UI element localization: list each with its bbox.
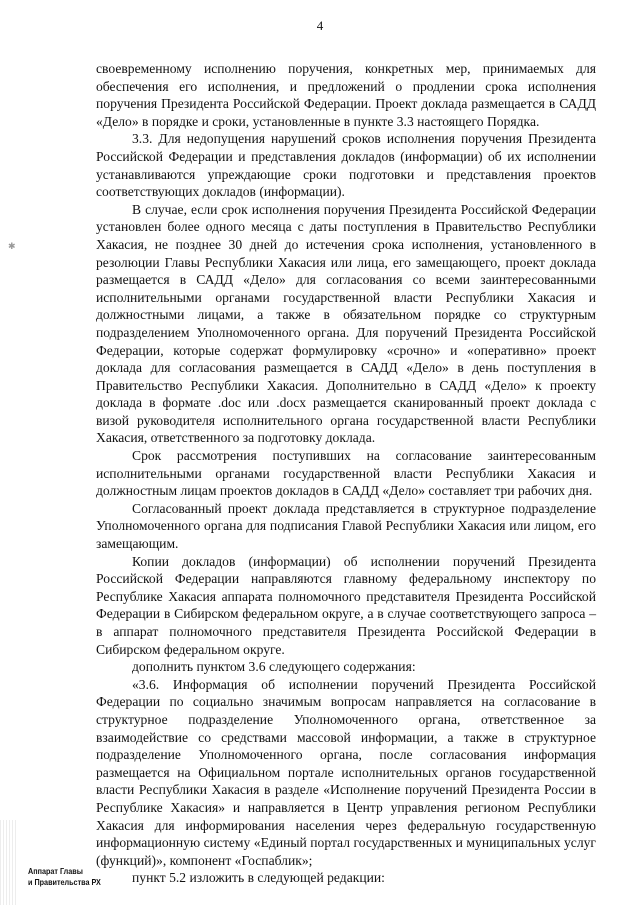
page-number: 4 (316, 18, 324, 33)
scan-artifact-mark: ✱ (8, 242, 16, 252)
paragraph: своевременному исполнению поручения, конкретных мер, принимаемых для обеспечения его исполнения, и предложений о продлении срока исполнения поручения Президента Российской Федерации. Проект доклада размещается в САДД «Дело» в порядке и сроки, установленные в пункте 3.3 настоящего Порядка. (96, 61, 596, 129)
paragraph: дополнить пунктом 3.6 следующего содержания: (132, 659, 416, 675)
footer-stamp-line1: Аппарат Главы (28, 866, 83, 876)
paragraph: 3.3. Для недопущения нарушений сроков исполнения поручения Президента Российской Федерации и представления докладов (информации) об их исполнении устанавливаются упреждающие сроки подготовки и представления проектов соответствующих докладов (информации). (96, 131, 596, 200)
footer-stamp-line2: и Правительства РХ (28, 877, 101, 887)
paragraph: пункт 5.2 изложить в следующей редакции: (132, 870, 385, 886)
paragraph: Копии докладов (информации) об исполнении поручений Президента Российской Федерации направляются главному федеральному инспектору по Республике Хакасия аппарата полномочного представителя Президента Российской Федерации в Сибирском федеральном округе, а в случае соответствующего запроса – в аппарат полномочного представителя Президента Российской Федерации в Сибирском федеральном округе. (96, 553, 596, 657)
footer-stamp (28, 866, 101, 888)
paragraph: В случае, если срок исполнения поручения Президента Российской Федерации установлен более одного месяца с даты поступления в Правительство Республики Хакасия, не позднее 30 дней до истечения срока исполнения, установленного в резолюции Главы Республики Хакасия или лица, его замещающего, проект доклада размещается в САДД «Дело» для согласования со всеми заинтересованными исполнительными органами государственной власти Республики Хакасия и должностными лицами, а также в обязательном порядке со структурным подразделением Уполномоченного органа. Для поручений Президента Российской Федерации, которые содержат формулировку «срочно» и «оперативно» проект доклада для согласования размещается в САДД «Дело» в день поступления в Правительство Республики Хакасия. Дополнительно в САДД «Дело» к проекту доклада в формате .doc или .docx размещается сканированный проект доклада с визой руководителя исполнительного органа государственной власти Республики Хакасия, ответственного за подготовку доклада. (96, 201, 596, 446)
paragraph: «3.6. Информация об исполнении поручений Президента Российской Федерации по социально значимым вопросам направляется на согласование в структурное подразделение Уполномоченного органа, ответственное за взаимодействие со средствами массовой информации, а также в структурное подразделение Уполномоченного органа, после согласования информация размещается на Официальном портале исполнительных органов государственной власти Республики Хакасия в разделе «Исполнение поручений Президента России в Республике Хакасия» и направляется в Центр управления регионом Республики Хакасия для информирования населения через федеральную государственную информационную систему «Единый портал государственных и муниципальных услуг (функций)», компонент «Госпаблик»; (96, 676, 596, 868)
document-body (96, 60, 596, 887)
scan-edge-artifact (0, 820, 18, 905)
paragraph: Срок рассмотрения поступивших на согласование заинтересованным исполнительными органами государственной власти Республики Хакасия и должностным лицам проектов докладов в САДД «Дело» составляет три рабочих дня. (96, 448, 596, 499)
paragraph: Согласованный проект доклада представляется в структурное подразделение Уполномоченного органа для подписания Главой Республики Хакасия или лицом, его замещающим. (96, 500, 596, 552)
